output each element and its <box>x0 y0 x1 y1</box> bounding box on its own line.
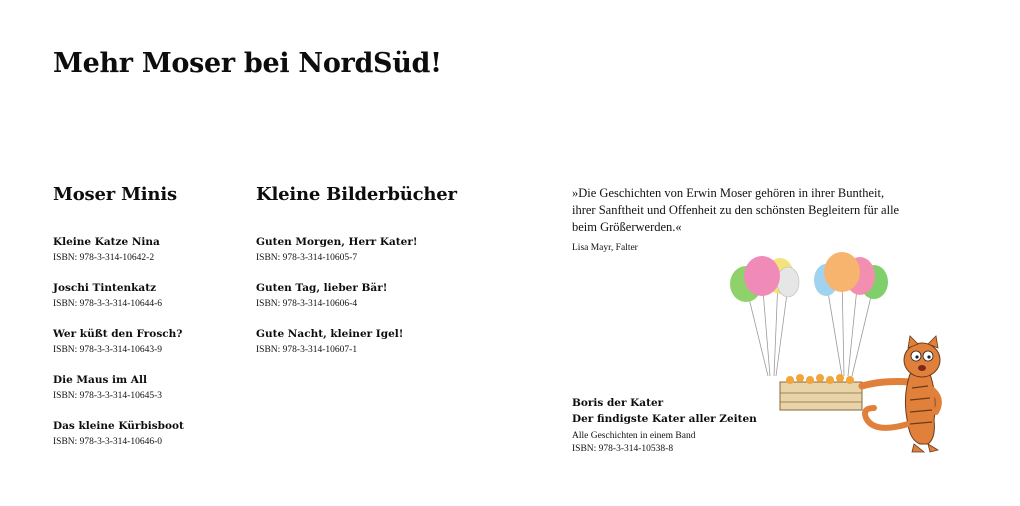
column-heading: Moser Minis <box>53 184 177 205</box>
page-headline: Mehr Moser bei NordSüd! <box>53 48 442 79</box>
book-title: Die Maus im All <box>53 374 147 386</box>
book-isbn: ISBN: 978-3-3-314-10646-0 <box>53 437 162 447</box>
book-isbn: ISBN: 978-3-3-314-10644-6 <box>53 299 162 309</box>
balloon-white <box>777 267 799 297</box>
book-title: Joschi Tintenkatz <box>53 282 157 294</box>
book-isbn: ISBN: 978-3-3-314-10643-9 <box>53 345 162 355</box>
book-isbn: ISBN: 978-3-314-10606-4 <box>256 299 358 309</box>
book-title: Gute Nacht, kleiner Igel! <box>256 328 404 340</box>
feature-subtitle: Der findigste Kater aller Zeiten <box>572 413 757 425</box>
column-heading: Kleine Bilderbücher <box>256 184 457 205</box>
cat-balloons-icon <box>724 248 964 458</box>
book-entry <box>53 373 184 403</box>
book-isbn: ISBN: 978-3-314-10607-1 <box>256 345 358 355</box>
book-title: Kleine Katze Nina <box>53 236 160 248</box>
book-isbn: ISBN: 978-3-314-10642-2 <box>53 253 155 263</box>
book-title: Guten Morgen, Herr Kater! <box>256 236 418 248</box>
crate <box>780 382 862 410</box>
book-entry <box>53 235 184 265</box>
feature-title: Boris der Kater <box>572 397 664 409</box>
book-title: Wer küßt den Frosch? <box>53 328 183 340</box>
quote-source: Lisa Mayr, Falter <box>572 243 638 253</box>
book-entry <box>53 419 184 449</box>
book-entry <box>256 235 457 265</box>
book-entry <box>53 281 184 311</box>
review-quote: »Die Geschichten von Erwin Moser gehören in ihrer Buntheit, ihrer Sanftheit und Offenheit zu den schönsten Begleitern für alle beim Größerwerden.« <box>572 186 900 234</box>
column-moser-minis <box>53 184 184 465</box>
balloon-orange <box>824 252 860 292</box>
feature-note: Alle Geschichten in einem Band <box>572 431 696 441</box>
book-entry <box>256 327 457 357</box>
book-isbn: ISBN: 978-3-314-10605-7 <box>256 253 358 263</box>
book-isbn: ISBN: 978-3-3-314-10645-3 <box>53 391 162 401</box>
balloon-pink <box>744 256 780 296</box>
column-kleine-bilderbuecher <box>256 184 457 373</box>
book-title: Das kleine Kürbisboot <box>53 420 184 432</box>
book-entry <box>53 327 184 357</box>
cat-figure <box>862 336 940 452</box>
book-entry <box>256 281 457 311</box>
feature-book <box>572 395 757 456</box>
book-title: Guten Tag, lieber Bär! <box>256 282 388 294</box>
feature-isbn: ISBN: 978-3-314-10538-8 <box>572 444 674 454</box>
cat-with-balloons-illustration <box>724 248 964 462</box>
